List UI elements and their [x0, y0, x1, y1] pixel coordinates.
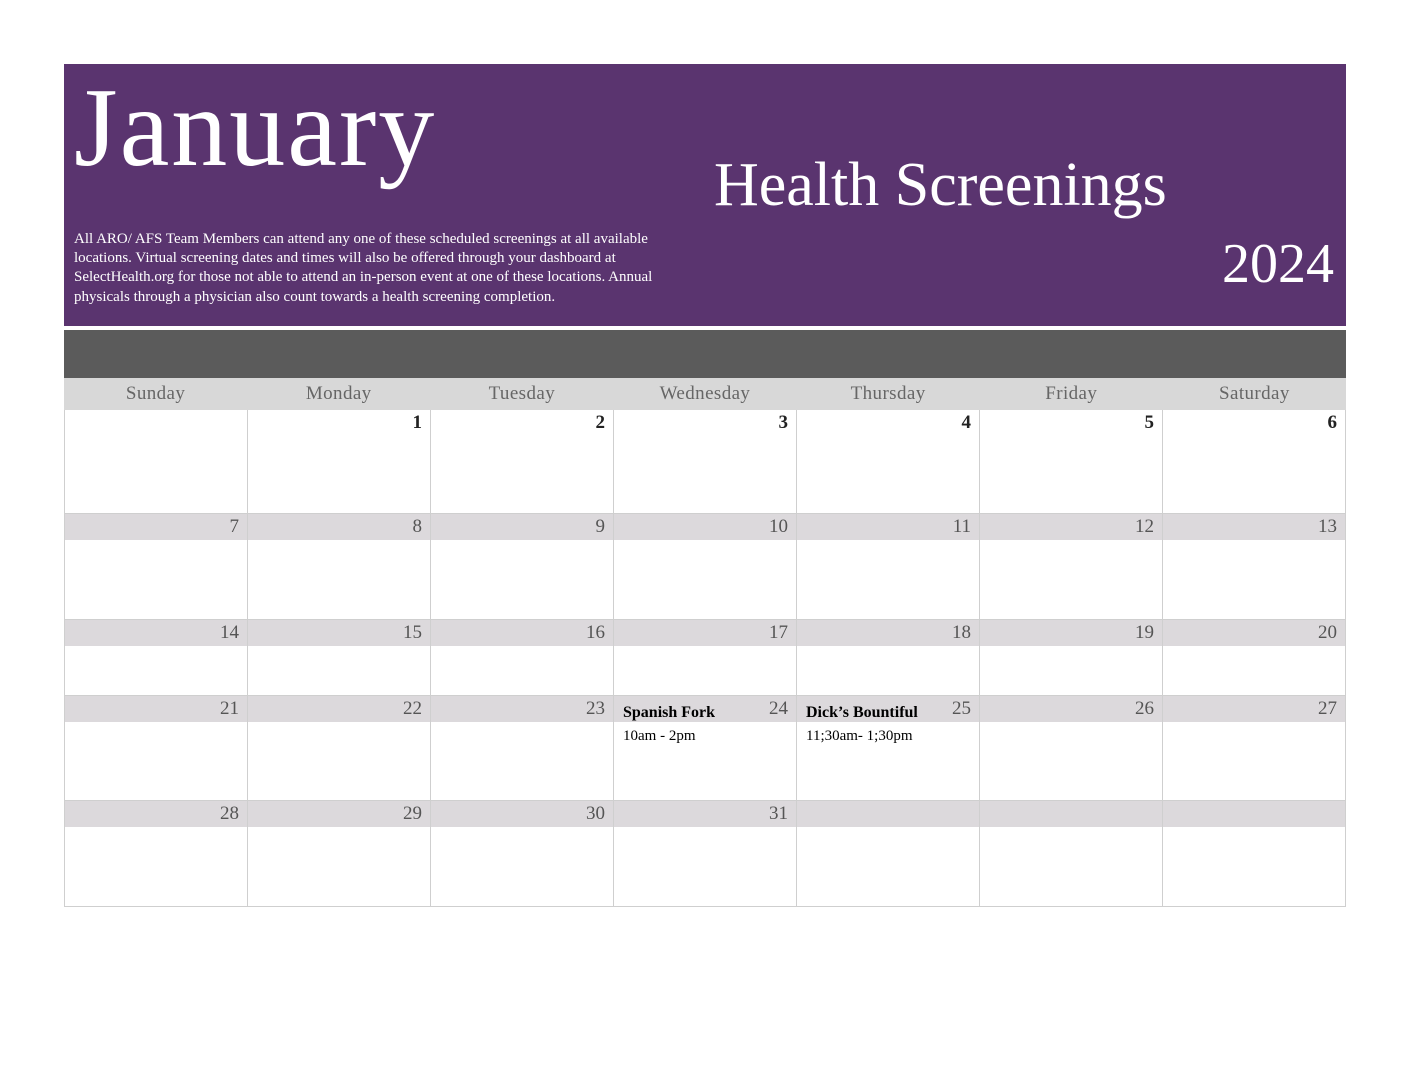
day-cell	[614, 620, 797, 696]
weekday-row	[64, 378, 1346, 410]
day-header	[248, 620, 430, 646]
day-number: 7	[229, 516, 239, 537]
day-number: 8	[412, 516, 422, 537]
day-header	[65, 696, 247, 722]
day-number: 13	[1318, 516, 1337, 537]
day-cell	[614, 514, 797, 620]
day-number: 10	[769, 516, 788, 537]
day-cell	[980, 620, 1163, 696]
day-header	[65, 801, 247, 827]
day-header	[431, 801, 613, 827]
day-header	[797, 620, 979, 646]
day-number: 21	[220, 698, 239, 719]
day-header	[431, 514, 613, 540]
day-header	[65, 514, 247, 540]
day-header	[65, 410, 247, 436]
calendar-subtitle: Health Screenings	[714, 151, 1167, 219]
calendar-week-1	[64, 410, 1346, 514]
weekday-tuesday: Tuesday	[488, 383, 556, 404]
calendar-grid	[64, 378, 1346, 907]
event-location: Dick’s Bountiful	[806, 704, 918, 721]
day-number: 6	[1327, 412, 1337, 433]
weekday-wednesday: Wednesday	[659, 383, 751, 404]
event-location: Spanish Fork	[623, 704, 716, 721]
day-cell	[65, 696, 248, 801]
day-cell	[431, 514, 614, 620]
day-header	[1163, 410, 1345, 436]
day-number: 11	[952, 516, 971, 537]
day-header	[1163, 696, 1345, 722]
day-cell	[1163, 620, 1346, 696]
weekday-sunday: Sunday	[125, 383, 186, 404]
day-number: 25	[952, 698, 971, 719]
day-number: 17	[769, 622, 788, 643]
empty-day-cell	[1163, 801, 1346, 907]
day-header	[248, 801, 430, 827]
day-number: 1	[412, 412, 422, 433]
day-cell	[65, 514, 248, 620]
calendar-divider	[64, 330, 1346, 378]
day-header	[980, 620, 1162, 646]
day-cell	[248, 514, 431, 620]
empty-day-cell	[797, 801, 980, 907]
day-number: 27	[1318, 698, 1337, 719]
screening-event	[623, 704, 715, 745]
weekday-friday: Friday	[1045, 383, 1098, 404]
day-cell	[431, 801, 614, 907]
day-cell	[65, 410, 248, 514]
day-header	[797, 410, 979, 436]
day-cell	[248, 620, 431, 696]
day-header	[980, 696, 1162, 722]
day-number: 24	[769, 698, 788, 719]
day-header	[248, 514, 430, 540]
day-number: 12	[1135, 516, 1154, 537]
day-cell	[431, 620, 614, 696]
day-number: 20	[1318, 622, 1337, 643]
day-number: 14	[220, 622, 239, 643]
day-number: 30	[586, 803, 605, 824]
day-cell	[980, 410, 1163, 514]
day-header	[1163, 620, 1345, 646]
day-number: 29	[403, 803, 422, 824]
day-cell	[614, 696, 797, 801]
event-time: 11;30am- 1;30pm	[806, 728, 913, 744]
day-header	[614, 514, 796, 540]
day-header	[65, 620, 247, 646]
day-header	[614, 801, 796, 827]
day-cell	[1163, 696, 1346, 801]
day-header	[248, 696, 430, 722]
day-cell	[431, 696, 614, 801]
day-cell	[797, 410, 980, 514]
day-number: 19	[1135, 622, 1154, 643]
day-number: 2	[595, 412, 605, 433]
day-header	[980, 514, 1162, 540]
day-header	[980, 410, 1162, 436]
day-cell	[248, 696, 431, 801]
day-header	[431, 620, 613, 646]
day-cell	[614, 410, 797, 514]
calendar-week-5	[64, 801, 1346, 907]
day-cell	[248, 410, 431, 514]
weekday-saturday: Saturday	[1219, 383, 1290, 404]
day-cell	[797, 696, 980, 801]
empty-day-cell	[980, 801, 1163, 907]
day-header	[614, 620, 796, 646]
day-number: 4	[961, 412, 971, 433]
day-header	[797, 801, 979, 827]
day-number: 28	[220, 803, 239, 824]
day-header	[431, 410, 613, 436]
day-cell	[248, 801, 431, 907]
day-header	[1163, 801, 1345, 827]
day-header	[431, 696, 613, 722]
calendar-week-4	[64, 696, 1346, 801]
day-header	[1163, 514, 1345, 540]
day-number: 31	[769, 803, 788, 824]
day-cell	[65, 620, 248, 696]
day-cell	[1163, 514, 1346, 620]
weekday-monday: Monday	[305, 383, 372, 404]
day-number: 26	[1135, 698, 1154, 719]
month-title: January	[74, 66, 437, 190]
day-number: 5	[1144, 412, 1154, 433]
day-cell	[797, 620, 980, 696]
day-header	[797, 514, 979, 540]
day-header	[614, 410, 796, 436]
calendar-week-2	[64, 514, 1346, 620]
day-number: 22	[403, 698, 422, 719]
day-number: 23	[586, 698, 605, 719]
day-cell	[797, 514, 980, 620]
calendar-week-3	[64, 620, 1346, 696]
day-cell	[980, 514, 1163, 620]
day-cell	[980, 696, 1163, 801]
day-header	[248, 410, 430, 436]
calendar-header	[64, 64, 1346, 326]
weekday-thursday: Thursday	[850, 383, 926, 404]
day-number: 3	[778, 412, 788, 433]
day-cell	[1163, 410, 1346, 514]
day-number: 18	[952, 622, 971, 643]
day-number: 9	[595, 516, 605, 537]
screening-event	[806, 704, 918, 745]
calendar-year: 2024	[1222, 233, 1334, 295]
day-header	[980, 801, 1162, 827]
day-cell	[431, 410, 614, 514]
day-number: 15	[403, 622, 422, 643]
day-cell	[614, 801, 797, 907]
day-cell	[65, 801, 248, 907]
event-time: 10am - 2pm	[623, 728, 696, 744]
day-number: 16	[586, 622, 605, 643]
screening-description: All ARO/ AFS Team Members can attend any one of these scheduled screenings at all available locations. Virtual screening dates and times will also be offered through your dashboard at SelectHealth.org for those not able to attend an in-person event at one of these locations. Annual physicals through a physician also count towards a health screening completion.	[74, 231, 653, 305]
